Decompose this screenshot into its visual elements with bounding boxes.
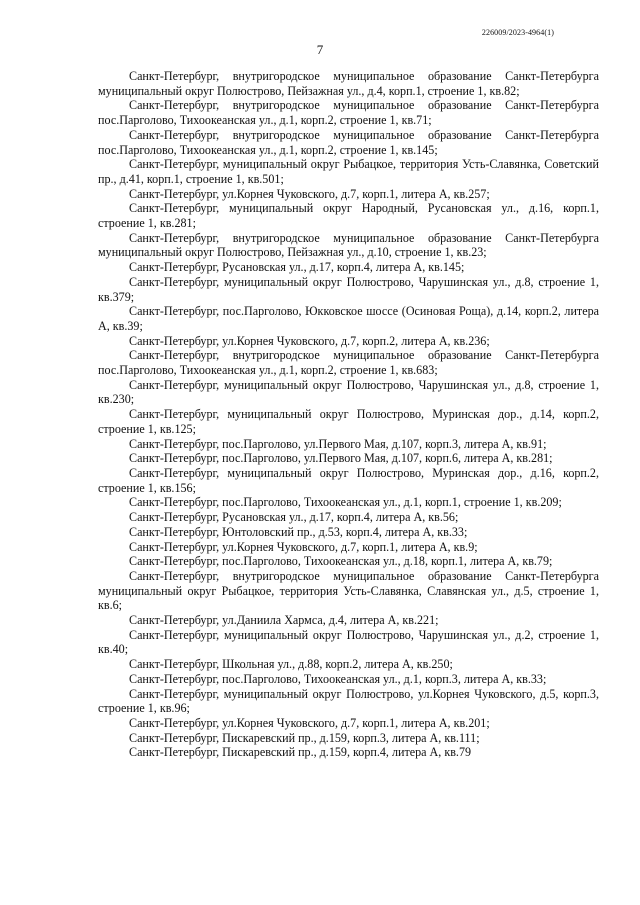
address-paragraph: Санкт-Петербург, Юнтоловский пр., д.53, корп.4, литера А, кв.33;: [129, 524, 468, 539]
address-paragraph: Санкт-Петербург, ул.Корнея Чуковского, д.7, корп.1, литера А, кв.9;: [129, 539, 478, 554]
address-paragraph: Санкт-Петербург, муниципальный округ Народный, Русановская ул., д.16, корп.1, строение 1, кв.281;: [98, 201, 599, 231]
address-paragraph: Санкт-Петербург, муниципальный округ Полюстрово, Чарушинская ул., д.8, строение 1, кв.230;: [98, 377, 599, 407]
address-paragraph: Санкт-Петербург, внутригородское муниципальное образование Санкт-Петербурга пос.Парголово, Тихоокеанская ул., д.1, корп.2, строение 1, кв.145;: [98, 127, 599, 157]
address-paragraph: Санкт-Петербург, пос.Парголово, ул.Первого Мая, д.107, корп.6, литера А, кв.281;: [129, 451, 553, 466]
address-paragraph: Санкт-Петербург, пос.Парголово, Тихоокеанская ул., д.1, корп.1, строение 1, кв.209;: [129, 495, 562, 510]
address-paragraph: Санкт-Петербург, ул.Даниила Хармса, д.4, литера А, кв.221;: [129, 613, 439, 628]
document-registration-number: 226009/2023-4964(1): [481, 28, 554, 37]
address-paragraph: Санкт-Петербург, ул.Корнея Чуковского, д.7, корп.2, литера А, кв.236;: [129, 333, 490, 348]
address-paragraph: Санкт-Петербург, Пискаревский пр., д.159, корп.4, литера А, кв.79: [129, 745, 472, 760]
address-paragraph: Санкт-Петербург, ул.Корнея Чуковского, д.7, корп.1, литера А, кв.201;: [129, 715, 490, 730]
address-paragraph: Санкт-Петербург, пос.Парголово, Юкковское шоссе (Осиновая Роща), д.14, корп.2, литера А, кв.39;: [98, 304, 599, 333]
address-paragraph: Санкт-Петербург, внутригородское муниципальное образование Санкт-Петербурга муниципальный округ Полюстрово, Пейзажная ул., д.4, корп.1, строение 1, кв.82;: [98, 69, 599, 98]
address-paragraph: Санкт-Петербург, пос.Парголово, Тихоокеанская ул., д.1, корп.3, литера А, кв.33;: [129, 671, 547, 686]
address-list: [98, 69, 599, 760]
address-paragraph: Санкт-Петербург, муниципальный округ Полюстрово, Чарушинская ул., д.2, строение 1, кв.40;: [98, 627, 599, 657]
address-paragraph: Санкт-Петербург, внутригородское муниципальное образование Санкт-Петербурга пос.Парголово, Тихоокеанская ул., д.1, корп.2, строение 1, кв.71;: [98, 98, 599, 128]
address-paragraph: Санкт-Петербург, внутригородское муниципальное образование Санкт-Петербурга пос.Парголово, Тихоокеанская ул., д.1, корп.2, строение 1, кв.683;: [98, 348, 599, 378]
address-paragraph: Санкт-Петербург, муниципальный округ Полюстрово, Муринская дор., д.14, корп.2, строение 1, кв.125;: [98, 407, 599, 436]
address-paragraph: Санкт-Петербург, Русановская ул., д.17, корп.4, литера А, кв.56;: [129, 510, 459, 525]
address-paragraph: Санкт-Петербург, ул.Корнея Чуковского, д.7, корп.1, литера А, кв.257;: [129, 186, 490, 201]
address-paragraph: Санкт-Петербург, муниципальный округ Полюстрово, Муринская дор., д.16, корп.2, строение 1, кв.156;: [98, 465, 599, 495]
address-paragraph: Санкт-Петербург, муниципальный округ Полюстрово, ул.Корнея Чуковского, д.5, корп.3, строение 1, кв.96;: [98, 686, 599, 716]
address-paragraph: Санкт-Петербург, Школьная ул., д.88, корп.2, литера А, кв.250;: [129, 657, 453, 672]
address-paragraph: Санкт-Петербург, пос.Парголово, ул.Первого Мая, д.107, корп.3, литера А, кв.91;: [129, 436, 547, 451]
address-paragraph: Санкт-Петербург, внутригородское муниципальное образование Санкт-Петербурга муниципальный округ Полюстрово, Пейзажная ул., д.10, строение 1, кв.23;: [98, 230, 599, 260]
address-paragraph: Санкт-Петербург, пос.Парголово, Тихоокеанская ул., д.18, корп.1, литера А, кв.79;: [129, 554, 553, 569]
page-number: 7: [316, 42, 324, 57]
address-paragraph: Санкт-Петербург, муниципальный округ Рыбацкое, территория Усть-Славянка, Советский пр., д.41, корп.1, строение 1, кв.501;: [98, 157, 599, 186]
address-paragraph: Санкт-Петербург, Пискаревский пр., д.159, корп.3, литера А, кв.111;: [129, 730, 480, 745]
address-paragraph: Санкт-Петербург, муниципальный округ Полюстрово, Чарушинская ул., д.8, строение 1, кв.379;: [98, 274, 599, 304]
address-paragraph: Санкт-Петербург, внутригородское муниципальное образование Санкт-Петербурга муниципальный округ Рыбацкое, территория Усть-Славянка, Славянская ул., д.5, строение 1, кв.6;: [98, 568, 599, 613]
address-paragraph: Санкт-Петербург, Русановская ул., д.17, корп.4, литера А, кв.145;: [129, 260, 465, 275]
